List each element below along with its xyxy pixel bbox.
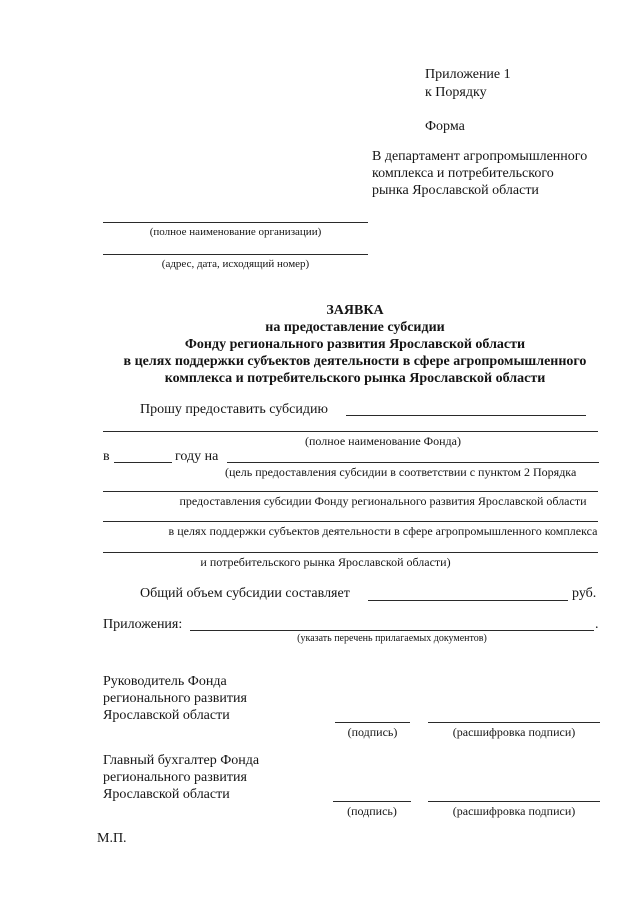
appendix-number: Приложение 1 (425, 67, 511, 82)
purpose-line-3[interactable] (103, 521, 598, 522)
org-address-caption: (адрес, дата, исходящий номер) (161, 258, 310, 270)
attachments-caption: (указать перечень прилагаемых документов) (297, 633, 487, 644)
purpose-caption: (цель предоставления субсидии в соответствии с пунктом 2 Порядка (225, 465, 577, 479)
fund-caption: (полное наименование Фонда) (305, 434, 461, 448)
accountant-decode-line[interactable] (428, 801, 600, 802)
form-label: Форма (425, 119, 465, 134)
document-title: ЗАЯВКА (326, 303, 384, 318)
accountant-title-line-1: Главный бухгалтер Фонда (103, 753, 260, 768)
purpose-caption-4: и потребительского рынка Ярославской области) (200, 555, 451, 569)
org-name-caption: (полное наименование организации) (149, 226, 322, 238)
org-name-line[interactable] (103, 222, 368, 223)
appendix-reference: к Порядку (425, 85, 487, 100)
currency-label: руб. (572, 586, 597, 601)
addressee-line-2: комплекса и потребительского (372, 166, 554, 181)
request-text: Прошу предоставить субсидию (140, 402, 328, 417)
year-line[interactable] (114, 462, 172, 463)
accountant-decode-caption: (расшифровка подписи) (452, 804, 576, 818)
total-amount-line[interactable] (368, 600, 568, 601)
purpose-line-4[interactable] (103, 552, 598, 553)
attachments-label: Приложения: (103, 617, 183, 632)
in-label: в (103, 449, 110, 464)
accountant-signature-line[interactable] (333, 801, 411, 802)
head-decode-line[interactable] (428, 722, 600, 723)
year-label: году на (175, 449, 219, 464)
title-line-4: комплекса и потребительского рынка Ярославской области (164, 371, 546, 386)
head-title-line-2: регионального развития (103, 691, 247, 706)
head-signature-line[interactable] (335, 722, 410, 723)
accountant-signature-caption: (подпись) (347, 804, 397, 818)
head-decode-caption: (расшифровка подписи) (452, 725, 576, 739)
title-line-3: в целях поддержки субъектов деятельности в сфере агропромышленного (123, 354, 587, 369)
subsidy-line[interactable] (346, 415, 586, 416)
head-signature-caption: (подпись) (347, 725, 398, 739)
total-text: Общий объем субсидии составляет (140, 586, 350, 601)
head-title-line-1: Руководитель Фонда (103, 674, 227, 689)
accountant-title-line-3: Ярославской области (103, 787, 230, 802)
addressee-line-3: рынка Ярославской области (372, 183, 539, 198)
org-address-line[interactable] (103, 254, 368, 255)
stamp-label: М.П. (97, 831, 127, 846)
title-line-2: Фонду регионального развития Ярославской области (184, 337, 526, 352)
purpose-line[interactable] (227, 462, 599, 463)
fund-name-line[interactable] (103, 431, 598, 432)
attachments-line[interactable] (190, 630, 594, 631)
title-line-1: на предоставление субсидии (265, 320, 445, 335)
purpose-caption-3: в целях поддержки субъектов деятельности в сфере агропромышленного комплекса (168, 524, 598, 538)
head-title-line-3: Ярославской области (103, 708, 230, 723)
attachments-period: . (595, 617, 599, 632)
purpose-line-2[interactable] (103, 491, 598, 492)
addressee-line-1: В департамент агропромышленного (372, 149, 588, 164)
purpose-caption-2: предоставления субсидии Фонду регионального развития Ярославской области (179, 494, 587, 508)
accountant-title-line-2: регионального развития (103, 770, 247, 785)
